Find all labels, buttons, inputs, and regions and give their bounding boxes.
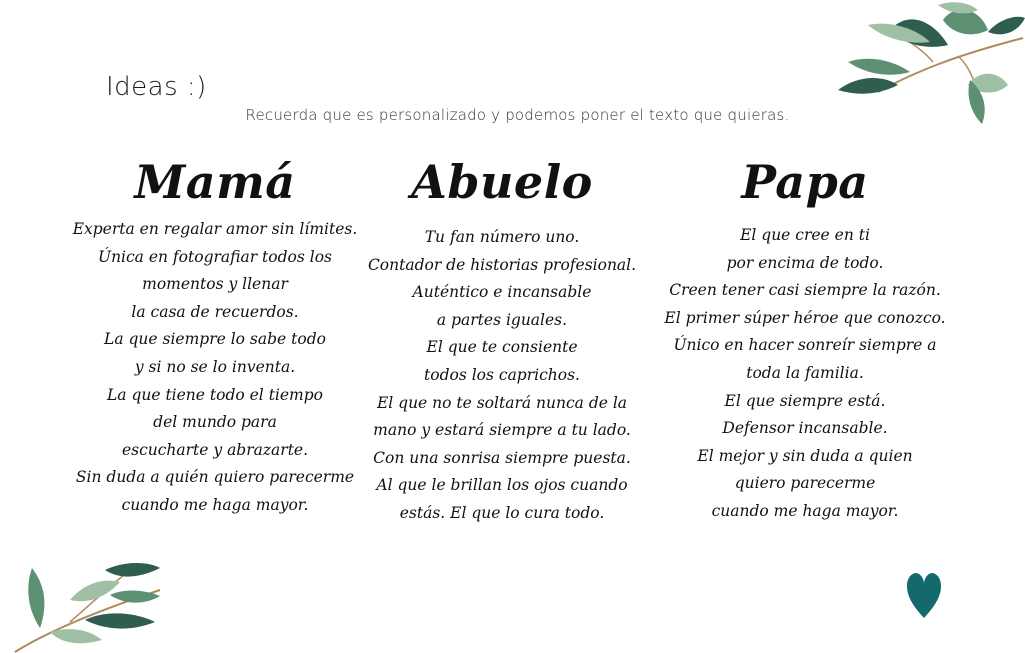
heart-icon — [905, 570, 943, 620]
text-line: a partes iguales. — [436, 310, 568, 329]
column-lines — [352, 224, 652, 528]
text-line: momentos y llenar — [142, 275, 288, 294]
column-mama — [65, 150, 365, 520]
text-line: El mejor y sin duda a quien — [697, 446, 913, 465]
text-line: del mundo para — [153, 413, 277, 432]
text-line: Única en fotografiar todos los — [98, 247, 332, 266]
text-line: Sin duda a quién quiero parecerme — [75, 468, 355, 487]
text-line: la casa de recuerdos. — [131, 302, 299, 321]
text-line: El primer súper héroe que conozco. — [664, 308, 946, 327]
text-line: Tu fan número uno. — [424, 228, 580, 246]
text-line: Al que le brillan los ojos cuando — [376, 476, 628, 495]
text-line: El que siempre está. — [724, 391, 886, 410]
column-lines — [655, 222, 955, 526]
text-line: El que no te soltará nunca de la — [376, 393, 628, 412]
page-subtitle: Recuerda que es personalizado y podemos poner el texto que quieras. — [245, 106, 790, 124]
text-line: Defensor incansable. — [722, 419, 888, 438]
column-lines — [65, 216, 365, 520]
page-title: Ideas :) — [106, 72, 207, 102]
text-line: cuando me haga mayor. — [121, 495, 309, 514]
eucalyptus-branch-icon — [10, 560, 170, 653]
text-line: mano y estará siempre a tu lado. — [373, 421, 631, 440]
text-line: Único en hacer sonreír siempre a — [673, 336, 937, 355]
text-line: y si no se lo inventa. — [134, 357, 296, 376]
text-line: La que tiene todo el tiempo — [106, 385, 324, 404]
text-line: toda la familia. — [746, 363, 864, 382]
column-papa — [655, 150, 955, 526]
text-line: todos los caprichos. — [424, 365, 580, 384]
column-title: Abuelo — [411, 155, 593, 209]
text-line: escucharte y abrazarte. — [121, 440, 309, 459]
text-line: Experta en regalar amor sin límites. — [72, 220, 358, 238]
column-title: Mamá — [134, 155, 296, 209]
text-line: Creen tener casi siempre la razón. — [669, 281, 941, 300]
text-line: Contador de historias profesional. — [367, 255, 637, 274]
text-line: estás. El que lo cura todo. — [399, 503, 605, 522]
text-line: quiero parecerme — [734, 474, 876, 493]
column-title: Papa — [741, 155, 869, 209]
text-line: Con una sonrisa siempre puesta. — [373, 448, 631, 467]
column-abuelo — [352, 150, 652, 528]
text-line: por encima de todo. — [726, 253, 884, 272]
text-line: El que cree en ti — [740, 226, 870, 244]
eucalyptus-branch-icon — [838, 0, 1025, 128]
text-line: cuando me haga mayor. — [711, 501, 899, 520]
text-line: La que siempre lo sabe todo — [104, 330, 326, 349]
text-line: Auténtico e incansable — [412, 283, 592, 302]
text-line: El que te consiente — [426, 338, 578, 357]
